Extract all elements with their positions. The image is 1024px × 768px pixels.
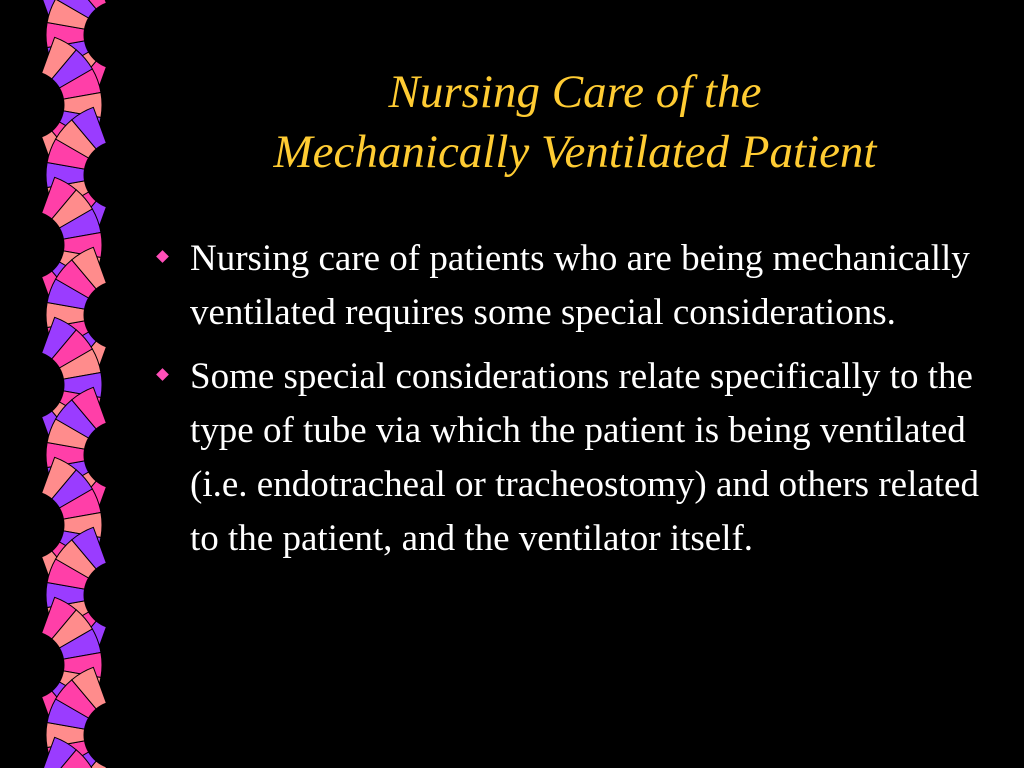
bullet-list — [150, 232, 1010, 576]
bullet-item — [150, 232, 1010, 340]
bullet-text: Nursing care of patients who are being mechanically ventilated requires some special considerations. — [190, 238, 970, 333]
fan-wave-border — [0, 0, 140, 768]
title-line-2: Mechanically Ventilated Patient — [273, 126, 877, 178]
bullet-item — [150, 350, 1010, 566]
diamond-bullet-icon — [156, 368, 169, 381]
title-line-1: Nursing Care of the — [388, 66, 762, 118]
bullet-text: Some special considerations relate specifically to the type of tube via which the patient is being ventilated (i.e. endotracheal or tracheostomy) and others related to the patient, and the ventilator itself. — [190, 356, 979, 559]
slide-title — [150, 62, 1000, 182]
diamond-bullet-icon — [156, 250, 169, 263]
